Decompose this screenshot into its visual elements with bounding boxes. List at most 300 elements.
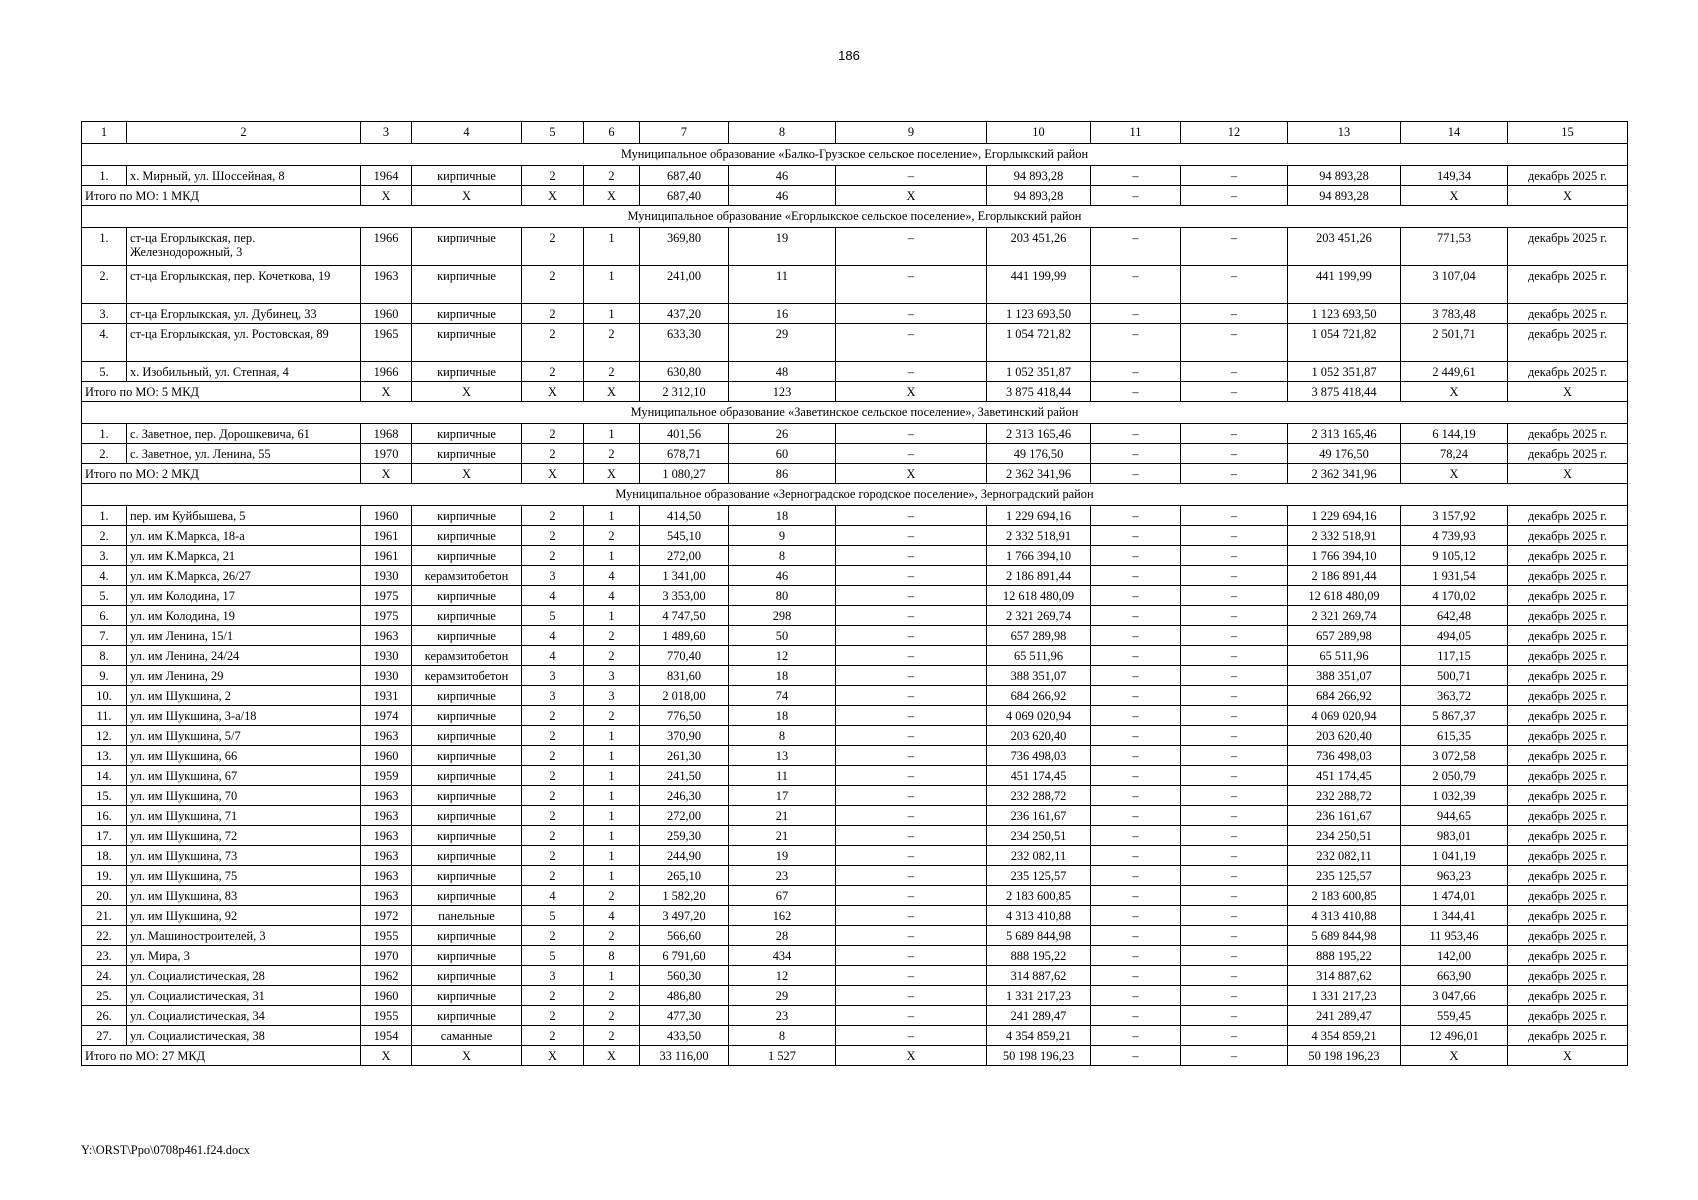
total-cell: X bbox=[412, 464, 522, 484]
table-cell: 1961 bbox=[361, 546, 412, 566]
table-cell: 684 266,92 bbox=[987, 686, 1091, 706]
table-cell: кирпичные bbox=[412, 362, 522, 382]
table-cell: 259,30 bbox=[640, 826, 729, 846]
table-cell: – bbox=[1091, 926, 1181, 946]
total-cell: 86 bbox=[729, 464, 836, 484]
table-cell: 1959 bbox=[361, 766, 412, 786]
table-cell: – bbox=[1091, 526, 1181, 546]
table-cell: – bbox=[1181, 304, 1288, 324]
table-cell: кирпичные bbox=[412, 424, 522, 444]
table-cell: декабрь 2025 г. bbox=[1508, 444, 1628, 464]
total-cell: 94 893,28 bbox=[987, 186, 1091, 206]
table-cell: – bbox=[1091, 362, 1181, 382]
table-cell: 3 072,58 bbox=[1401, 746, 1508, 766]
table-cell: 3 353,00 bbox=[640, 586, 729, 606]
table-cell: 2 bbox=[522, 786, 584, 806]
total-cell: X bbox=[836, 186, 987, 206]
table-cell: 298 bbox=[729, 606, 836, 626]
table-cell: – bbox=[836, 906, 987, 926]
column-header: 12 bbox=[1181, 122, 1288, 144]
table-cell: – bbox=[1181, 646, 1288, 666]
total-row bbox=[82, 464, 1628, 484]
table-cell: декабрь 2025 г. bbox=[1508, 926, 1628, 946]
table-cell: 736 498,03 bbox=[987, 746, 1091, 766]
table-cell: 2 bbox=[522, 826, 584, 846]
table-cell: 1972 bbox=[361, 906, 412, 926]
column-header: 10 bbox=[987, 122, 1091, 144]
table-cell: декабрь 2025 г. bbox=[1508, 946, 1628, 966]
row-number: 22. bbox=[82, 926, 127, 946]
table-cell: 4 bbox=[522, 586, 584, 606]
total-cell: 2 362 341,96 bbox=[987, 464, 1091, 484]
table-cell: 477,30 bbox=[640, 1006, 729, 1026]
table-row bbox=[82, 506, 1628, 526]
table-cell: 2 332 518,91 bbox=[987, 526, 1091, 546]
table-cell: – bbox=[836, 424, 987, 444]
table-cell: 5 bbox=[522, 946, 584, 966]
address-cell: ул. им Колодина, 17 bbox=[127, 586, 361, 606]
table-cell: 272,00 bbox=[640, 546, 729, 566]
table-cell: 2 bbox=[522, 926, 584, 946]
table-cell: 2 332 518,91 bbox=[1288, 526, 1401, 546]
table-cell: 2 313 165,46 bbox=[1288, 424, 1401, 444]
table-cell: 2 501,71 bbox=[1401, 324, 1508, 362]
table-cell: 1 bbox=[584, 726, 640, 746]
section-heading-row bbox=[82, 402, 1628, 424]
table-cell: 314 887,62 bbox=[1288, 966, 1401, 986]
table-cell: – bbox=[1091, 706, 1181, 726]
table-cell: 687,40 bbox=[640, 166, 729, 186]
table-cell: 18 bbox=[729, 666, 836, 686]
table-cell: 2 bbox=[522, 806, 584, 826]
table-cell: 2 bbox=[522, 986, 584, 1006]
total-cell: X bbox=[522, 464, 584, 484]
table-cell: 2 bbox=[522, 1026, 584, 1046]
table-cell: – bbox=[836, 986, 987, 1006]
table-cell: 1930 bbox=[361, 666, 412, 686]
table-cell: 203 620,40 bbox=[987, 726, 1091, 746]
table-cell: кирпичные bbox=[412, 866, 522, 886]
table-cell: 2 bbox=[584, 324, 640, 362]
table-cell: декабрь 2025 г. bbox=[1508, 266, 1628, 304]
table-cell: – bbox=[836, 726, 987, 746]
table-cell: кирпичные bbox=[412, 886, 522, 906]
table-cell: декабрь 2025 г. bbox=[1508, 706, 1628, 726]
table-cell: 2 bbox=[522, 726, 584, 746]
table-cell: – bbox=[1181, 786, 1288, 806]
table-cell: – bbox=[1181, 546, 1288, 566]
table-cell: – bbox=[1181, 444, 1288, 464]
table-cell: 2 186 891,44 bbox=[1288, 566, 1401, 586]
table-cell: 1 bbox=[584, 766, 640, 786]
table-cell: 1 344,41 bbox=[1401, 906, 1508, 926]
table-cell: кирпичные bbox=[412, 686, 522, 706]
table-cell: 265,10 bbox=[640, 866, 729, 886]
table-cell: декабрь 2025 г. bbox=[1508, 1006, 1628, 1026]
housing-register-table bbox=[81, 121, 1628, 1066]
table-cell: 2 bbox=[522, 526, 584, 546]
total-cell: 123 bbox=[729, 382, 836, 402]
table-cell: 142,00 bbox=[1401, 946, 1508, 966]
section-title: Муниципальное образование «Егорлыкское сельское поселение», Егорлыкский район bbox=[82, 206, 1628, 228]
table-cell: кирпичные bbox=[412, 946, 522, 966]
table-cell: кирпичные bbox=[412, 766, 522, 786]
table-cell: 1975 bbox=[361, 586, 412, 606]
table-cell: – bbox=[1181, 1006, 1288, 1026]
table-cell: 1960 bbox=[361, 986, 412, 1006]
table-cell: – bbox=[1091, 666, 1181, 686]
column-header: 8 bbox=[729, 122, 836, 144]
table-cell: 1963 bbox=[361, 826, 412, 846]
table-cell: кирпичные bbox=[412, 706, 522, 726]
address-cell: ул. им Ленина, 24/24 bbox=[127, 646, 361, 666]
table-row bbox=[82, 766, 1628, 786]
table-cell: 5 bbox=[522, 906, 584, 926]
table-cell: 2 bbox=[522, 706, 584, 726]
table-cell: 963,23 bbox=[1401, 866, 1508, 886]
table-cell: 4 354 859,21 bbox=[987, 1026, 1091, 1046]
total-cell: X bbox=[1401, 382, 1508, 402]
table-row bbox=[82, 866, 1628, 886]
table-cell: 12 bbox=[729, 646, 836, 666]
table-cell: 4 747,50 bbox=[640, 606, 729, 626]
table-cell: – bbox=[836, 324, 987, 362]
table-cell: 16 bbox=[729, 304, 836, 324]
table-cell: кирпичные bbox=[412, 926, 522, 946]
table-cell: 12 618 480,09 bbox=[1288, 586, 1401, 606]
total-row bbox=[82, 382, 1628, 402]
table-cell: 1964 bbox=[361, 166, 412, 186]
address-cell: ул. им Шукшина, 72 bbox=[127, 826, 361, 846]
table-cell: – bbox=[1181, 806, 1288, 826]
table-cell: – bbox=[836, 866, 987, 886]
table-cell: – bbox=[1181, 362, 1288, 382]
table-cell: – bbox=[836, 606, 987, 626]
table-cell: 17 bbox=[729, 786, 836, 806]
table-cell: 18 bbox=[729, 706, 836, 726]
total-cell: X bbox=[361, 382, 412, 402]
table-cell: – bbox=[836, 546, 987, 566]
table-cell: 261,30 bbox=[640, 746, 729, 766]
table-row bbox=[82, 726, 1628, 746]
table-cell: – bbox=[1091, 166, 1181, 186]
table-cell: – bbox=[836, 362, 987, 382]
total-cell: – bbox=[1181, 186, 1288, 206]
table-cell: 65 511,96 bbox=[987, 646, 1091, 666]
table-cell: 1 331 217,23 bbox=[987, 986, 1091, 1006]
table-row bbox=[82, 646, 1628, 666]
table-cell: кирпичные bbox=[412, 506, 522, 526]
table-cell: 1 bbox=[584, 266, 640, 304]
table-cell: 1955 bbox=[361, 926, 412, 946]
table-cell: – bbox=[1091, 806, 1181, 826]
table-cell: 2 bbox=[522, 1006, 584, 1026]
table-cell: 49 176,50 bbox=[1288, 444, 1401, 464]
table-cell: – bbox=[1091, 786, 1181, 806]
table-cell: декабрь 2025 г. bbox=[1508, 886, 1628, 906]
address-cell: х. Мирный, ул. Шоссейная, 8 bbox=[127, 166, 361, 186]
row-number: 1. bbox=[82, 228, 127, 266]
table-cell: 4 bbox=[584, 586, 640, 606]
table-cell: 4 313 410,88 bbox=[1288, 906, 1401, 926]
table-cell: 11 953,46 bbox=[1401, 926, 1508, 946]
table-cell: декабрь 2025 г. bbox=[1508, 866, 1628, 886]
table-cell: декабрь 2025 г. bbox=[1508, 686, 1628, 706]
table-cell: 1960 bbox=[361, 304, 412, 324]
table-cell: 234 250,51 bbox=[1288, 826, 1401, 846]
table-cell: 2 bbox=[584, 986, 640, 1006]
row-number: 24. bbox=[82, 966, 127, 986]
table-cell: 566,60 bbox=[640, 926, 729, 946]
table-cell: 1 054 721,82 bbox=[987, 324, 1091, 362]
table-cell: 1966 bbox=[361, 362, 412, 382]
table-cell: 3 497,20 bbox=[640, 906, 729, 926]
total-label: Итого по МО: 27 МКД bbox=[82, 1046, 361, 1066]
table-row bbox=[82, 806, 1628, 826]
total-cell: 50 198 196,23 bbox=[1288, 1046, 1401, 1066]
row-number: 7. bbox=[82, 626, 127, 646]
table-cell: 241,50 bbox=[640, 766, 729, 786]
table-cell: – bbox=[1091, 726, 1181, 746]
table-cell: 3 107,04 bbox=[1401, 266, 1508, 304]
total-cell: 50 198 196,23 bbox=[987, 1046, 1091, 1066]
column-header: 9 bbox=[836, 122, 987, 144]
table-cell: 4 354 859,21 bbox=[1288, 1026, 1401, 1046]
table-cell: 771,53 bbox=[1401, 228, 1508, 266]
table-cell: – bbox=[836, 666, 987, 686]
table-cell: 776,50 bbox=[640, 706, 729, 726]
column-header: 5 bbox=[522, 122, 584, 144]
table-cell: декабрь 2025 г. bbox=[1508, 566, 1628, 586]
total-cell: X bbox=[1401, 1046, 1508, 1066]
table-cell: декабрь 2025 г. bbox=[1508, 986, 1628, 1006]
column-header: 1 bbox=[82, 122, 127, 144]
table-cell: 4 313 410,88 bbox=[987, 906, 1091, 926]
total-cell: X bbox=[522, 382, 584, 402]
table-cell: 1965 bbox=[361, 324, 412, 362]
table-row bbox=[82, 324, 1628, 362]
column-header: 3 bbox=[361, 122, 412, 144]
table-cell: – bbox=[1091, 886, 1181, 906]
address-cell: ст-ца Егорлыкская, ул. Дубинец, 33 bbox=[127, 304, 361, 324]
total-cell: X bbox=[361, 186, 412, 206]
table-cell: 4 069 020,94 bbox=[1288, 706, 1401, 726]
address-cell: ст-ца Егорлыкская, пер. Кочеткова, 19 bbox=[127, 266, 361, 304]
table-cell: – bbox=[1181, 946, 1288, 966]
table-cell: 314 887,62 bbox=[987, 966, 1091, 986]
table-cell: – bbox=[1091, 266, 1181, 304]
table-cell: 1 229 694,16 bbox=[987, 506, 1091, 526]
table-row bbox=[82, 1006, 1628, 1026]
table-cell: 1975 bbox=[361, 606, 412, 626]
table-cell: 8 bbox=[729, 546, 836, 566]
table-cell: – bbox=[836, 526, 987, 546]
table-cell: – bbox=[1091, 606, 1181, 626]
table-cell: 4 bbox=[584, 906, 640, 926]
address-cell: ул. Машиностроителей, 3 bbox=[127, 926, 361, 946]
table-cell: 18 bbox=[729, 506, 836, 526]
table-cell: – bbox=[1091, 1006, 1181, 1026]
table-cell: – bbox=[1181, 606, 1288, 626]
total-cell: X bbox=[584, 186, 640, 206]
table-cell: – bbox=[1091, 826, 1181, 846]
section-heading-row bbox=[82, 484, 1628, 506]
total-cell: X bbox=[1401, 464, 1508, 484]
table-cell: 2 bbox=[584, 926, 640, 946]
table-cell: кирпичные bbox=[412, 846, 522, 866]
table-cell: 8 bbox=[584, 946, 640, 966]
table-cell: декабрь 2025 г. bbox=[1508, 526, 1628, 546]
table-row bbox=[82, 686, 1628, 706]
table-row bbox=[82, 526, 1628, 546]
table-cell: 4 bbox=[522, 646, 584, 666]
table-cell: 1968 bbox=[361, 424, 412, 444]
table-cell: декабрь 2025 г. bbox=[1508, 1026, 1628, 1046]
total-cell: X bbox=[836, 464, 987, 484]
address-cell: ул. Социалистическая, 34 bbox=[127, 1006, 361, 1026]
table-cell: 241 289,47 bbox=[1288, 1006, 1401, 1026]
table-cell: 1 052 351,87 bbox=[1288, 362, 1401, 382]
total-label: Итого по МО: 2 МКД bbox=[82, 464, 361, 484]
address-cell: пер. им Куйбышева, 5 bbox=[127, 506, 361, 526]
row-number: 2. bbox=[82, 266, 127, 304]
table-cell: – bbox=[836, 806, 987, 826]
table-cell: 1961 bbox=[361, 526, 412, 546]
table-cell: декабрь 2025 г. bbox=[1508, 228, 1628, 266]
table-cell: 944,65 bbox=[1401, 806, 1508, 826]
table-cell: 2 bbox=[522, 228, 584, 266]
table-row bbox=[82, 906, 1628, 926]
table-row bbox=[82, 626, 1628, 646]
table-cell: – bbox=[836, 706, 987, 726]
table-cell: декабрь 2025 г. bbox=[1508, 666, 1628, 686]
table-cell: – bbox=[836, 646, 987, 666]
table-cell: – bbox=[836, 966, 987, 986]
table-cell: 246,30 bbox=[640, 786, 729, 806]
table-cell: 633,30 bbox=[640, 324, 729, 362]
column-header: 11 bbox=[1091, 122, 1181, 144]
table-cell: декабрь 2025 г. bbox=[1508, 362, 1628, 382]
table-cell: 162 bbox=[729, 906, 836, 926]
total-cell: X bbox=[361, 1046, 412, 1066]
total-cell: 46 bbox=[729, 186, 836, 206]
table-cell: 388 351,07 bbox=[987, 666, 1091, 686]
table-cell: 615,35 bbox=[1401, 726, 1508, 746]
row-number: 2. bbox=[82, 444, 127, 464]
table-cell: 684 266,92 bbox=[1288, 686, 1401, 706]
table-cell: 48 bbox=[729, 362, 836, 382]
table-cell: – bbox=[1091, 946, 1181, 966]
total-cell: 3 875 418,44 bbox=[987, 382, 1091, 402]
row-number: 26. bbox=[82, 1006, 127, 1026]
table-cell: 3 bbox=[522, 566, 584, 586]
table-cell: 831,60 bbox=[640, 666, 729, 686]
total-cell: X bbox=[836, 382, 987, 402]
table-cell: 500,71 bbox=[1401, 666, 1508, 686]
table-cell: 1 bbox=[584, 806, 640, 826]
table-cell: – bbox=[1181, 866, 1288, 886]
table-cell: 1963 bbox=[361, 806, 412, 826]
total-cell: – bbox=[1091, 1046, 1181, 1066]
table-cell: 236 161,67 bbox=[1288, 806, 1401, 826]
table-cell: 1962 bbox=[361, 966, 412, 986]
total-cell: X bbox=[1508, 382, 1628, 402]
table-cell: 5 689 844,98 bbox=[987, 926, 1091, 946]
table-cell: 1 123 693,50 bbox=[1288, 304, 1401, 324]
column-header: 15 bbox=[1508, 122, 1628, 144]
table-cell: 888 195,22 bbox=[1288, 946, 1401, 966]
row-number: 5. bbox=[82, 362, 127, 382]
table-cell: 3 bbox=[522, 686, 584, 706]
total-cell: X bbox=[522, 186, 584, 206]
table-cell: 1970 bbox=[361, 444, 412, 464]
row-number: 11. bbox=[82, 706, 127, 726]
table-cell: 2 183 600,85 bbox=[1288, 886, 1401, 906]
table-cell: 12 618 480,09 bbox=[987, 586, 1091, 606]
table-cell: 74 bbox=[729, 686, 836, 706]
table-body bbox=[82, 122, 1628, 1066]
table-cell: 1963 bbox=[361, 846, 412, 866]
table-cell: 4 bbox=[522, 886, 584, 906]
table-cell: 1963 bbox=[361, 266, 412, 304]
table-cell: – bbox=[836, 1006, 987, 1026]
table-cell: керамзитобетон bbox=[412, 666, 522, 686]
table-cell: 236 161,67 bbox=[987, 806, 1091, 826]
table-cell: 1 bbox=[584, 606, 640, 626]
table-cell: – bbox=[836, 166, 987, 186]
table-row bbox=[82, 586, 1628, 606]
row-number: 20. bbox=[82, 886, 127, 906]
total-label: Итого по МО: 1 МКД bbox=[82, 186, 361, 206]
table-cell: – bbox=[1181, 166, 1288, 186]
table-cell: кирпичные bbox=[412, 726, 522, 746]
table-cell: – bbox=[836, 746, 987, 766]
table-cell: 4 bbox=[584, 566, 640, 586]
table-cell: 559,45 bbox=[1401, 1006, 1508, 1026]
file-path-footer: Y:\ORST\Ppo\0708p461.f24.docx bbox=[81, 1143, 250, 1157]
table-cell: 1 bbox=[584, 866, 640, 886]
address-cell: ул. им Шукшина, 66 bbox=[127, 746, 361, 766]
table-cell: – bbox=[836, 586, 987, 606]
row-number: 10. bbox=[82, 686, 127, 706]
address-cell: ул. Социалистическая, 31 bbox=[127, 986, 361, 1006]
table-cell: кирпичные bbox=[412, 526, 522, 546]
table-cell: – bbox=[1181, 1026, 1288, 1046]
table-cell: – bbox=[836, 926, 987, 946]
table-cell: 2 183 600,85 bbox=[987, 886, 1091, 906]
table-cell: 560,30 bbox=[640, 966, 729, 986]
table-cell: – bbox=[836, 766, 987, 786]
table-cell: – bbox=[1181, 906, 1288, 926]
table-cell: 3 bbox=[522, 966, 584, 986]
table-cell: 2 bbox=[584, 646, 640, 666]
table-cell: 2 bbox=[584, 706, 640, 726]
table-cell: 244,90 bbox=[640, 846, 729, 866]
row-number: 2. bbox=[82, 526, 127, 546]
table-cell: декабрь 2025 г. bbox=[1508, 626, 1628, 646]
table-cell: – bbox=[1181, 726, 1288, 746]
table-cell: 2 bbox=[584, 1006, 640, 1026]
table-cell: 2 bbox=[584, 362, 640, 382]
table-cell: керамзитобетон bbox=[412, 566, 522, 586]
table-row bbox=[82, 786, 1628, 806]
column-header: 13 bbox=[1288, 122, 1401, 144]
table-cell: 2 313 165,46 bbox=[987, 424, 1091, 444]
table-row bbox=[82, 362, 1628, 382]
address-cell: ул. им Ленина, 29 bbox=[127, 666, 361, 686]
section-title: Муниципальное образование «Зерноградское городское поселение», Зерноградский район bbox=[82, 484, 1628, 506]
table-cell: кирпичные bbox=[412, 966, 522, 986]
